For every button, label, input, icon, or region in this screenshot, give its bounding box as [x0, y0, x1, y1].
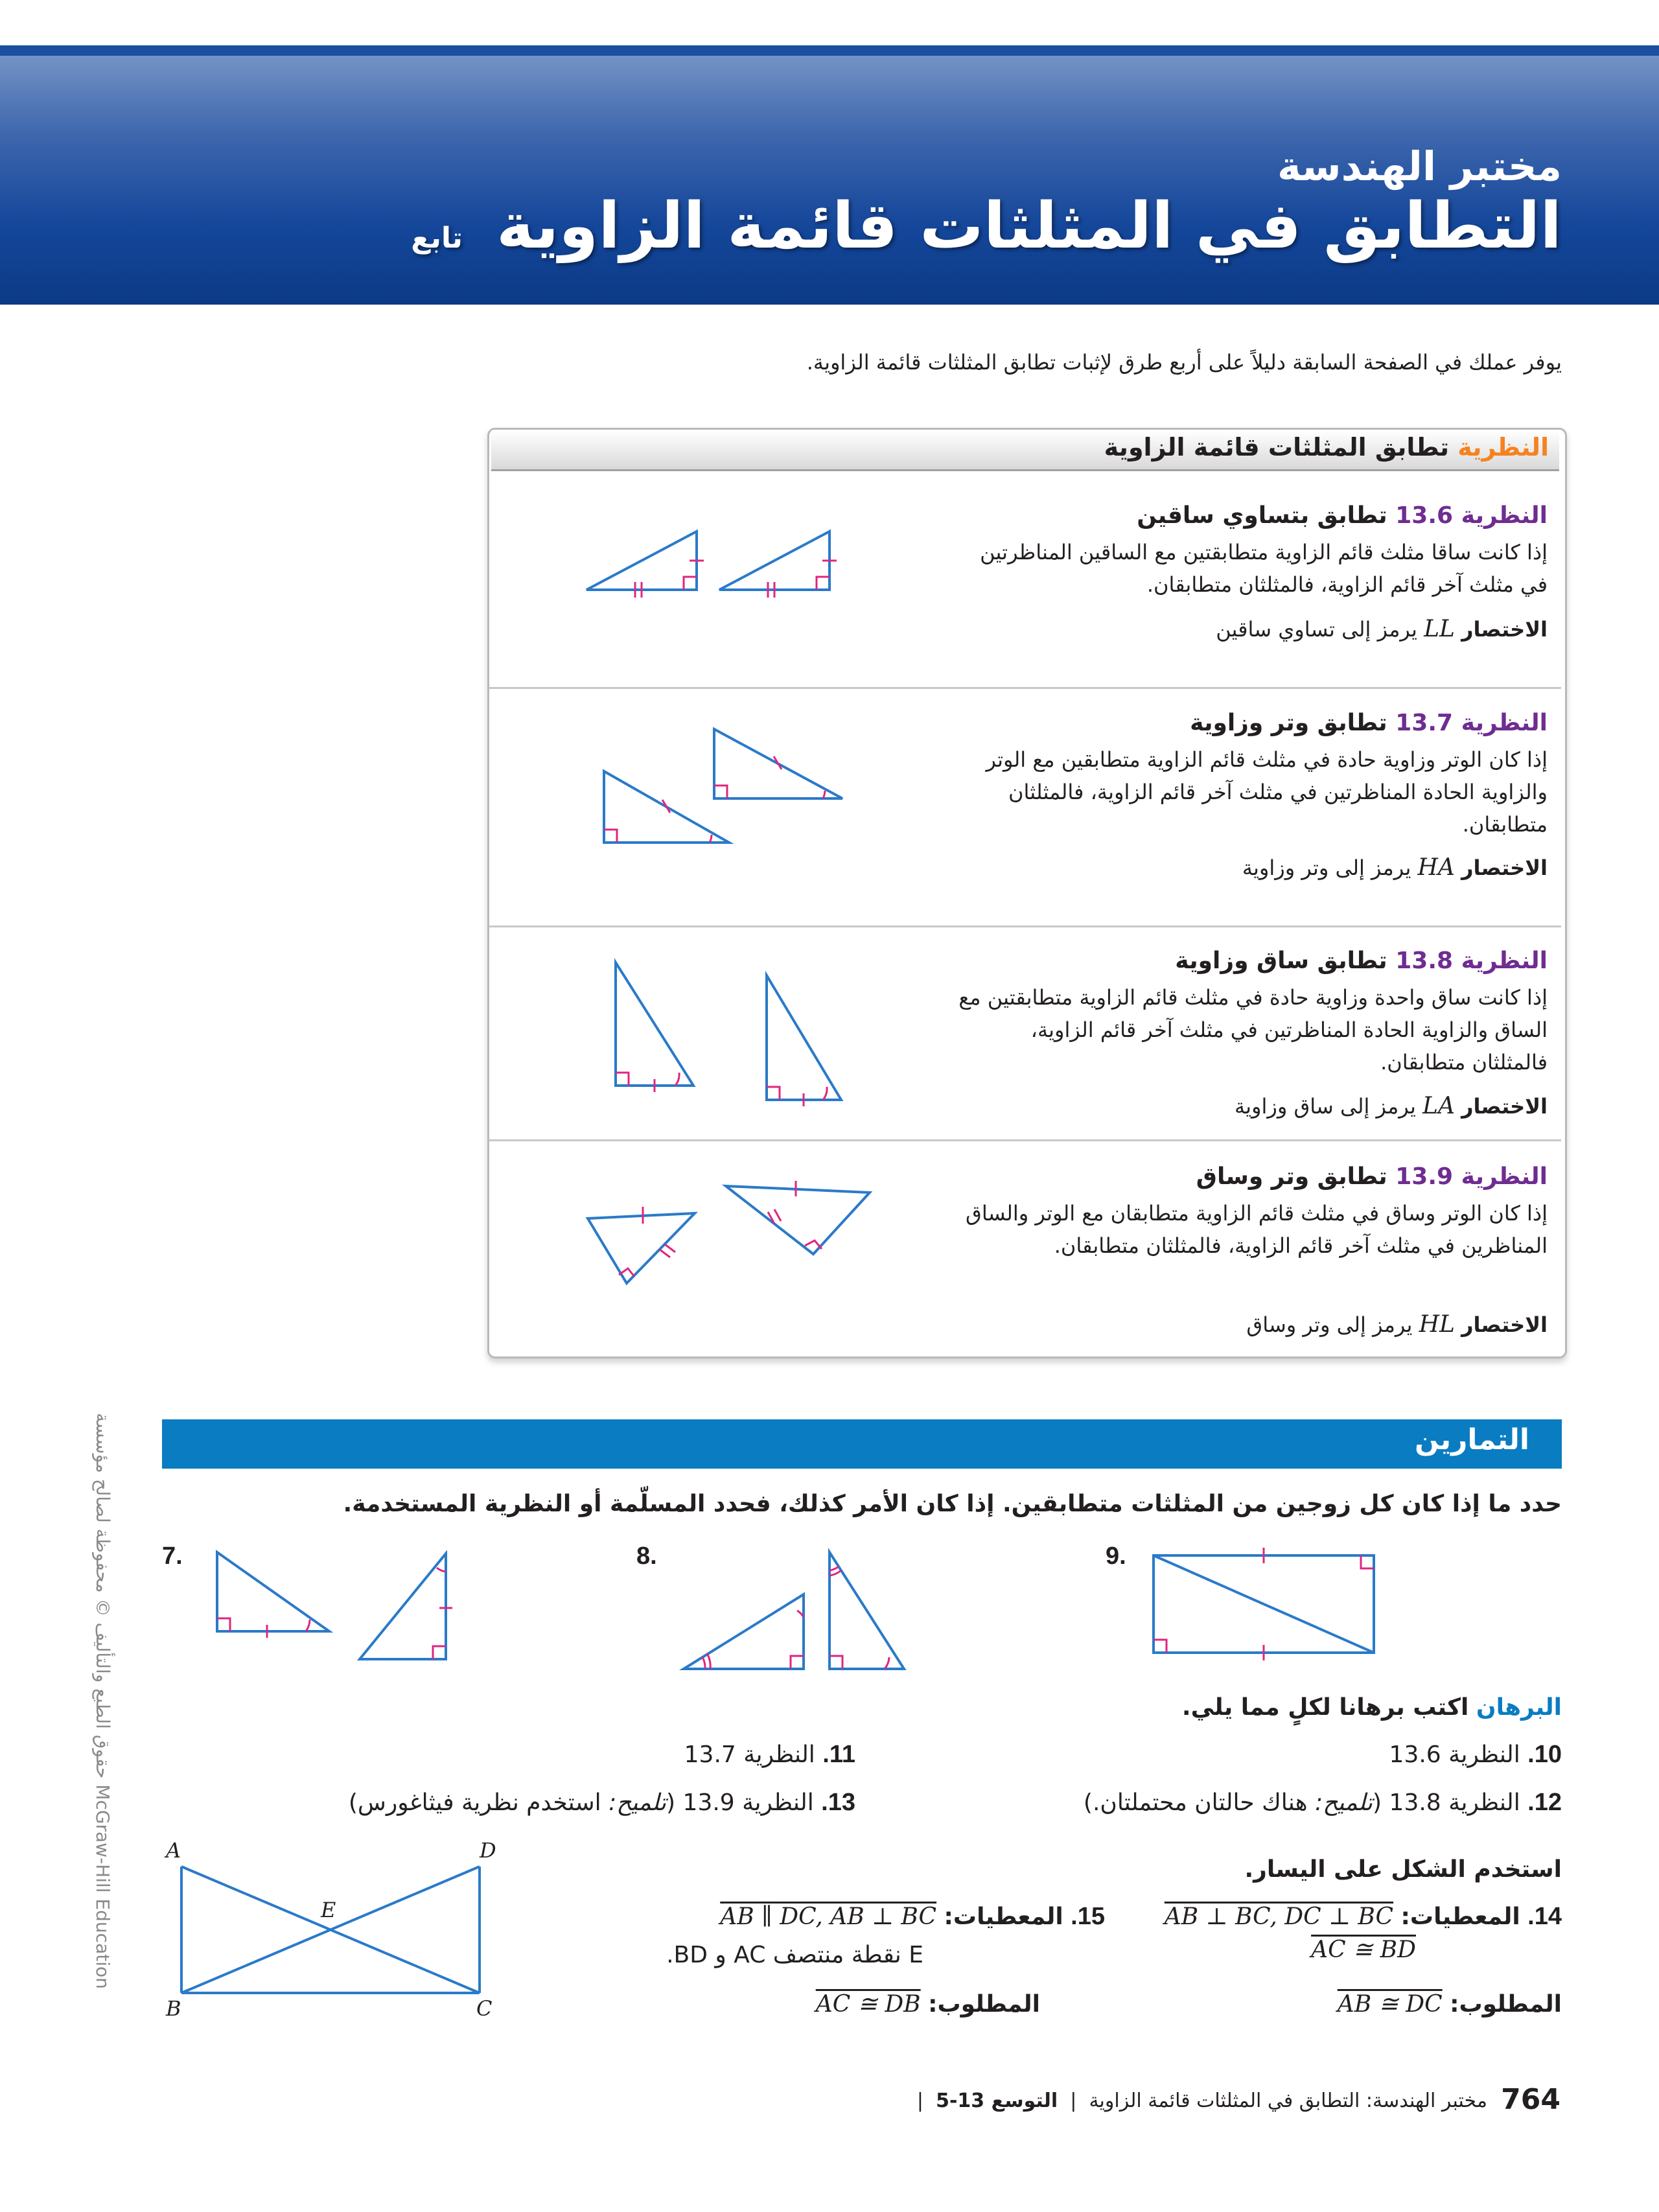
divider [489, 1139, 1561, 1141]
theorem-number: 13.7 [1395, 710, 1454, 736]
footer-extension: التوسع 13-5 [936, 2090, 1058, 2112]
right-angle-mark [767, 1087, 780, 1100]
side-copyright: حقوق الطبع والتأليف © محفوظة لصالح مؤسسة McGraw-Hill Education [92, 1413, 113, 1989]
theorem-13-7-figure [590, 719, 862, 856]
theorem-label: النظرية [1461, 502, 1548, 529]
theorem-number: 13.8 [1395, 948, 1454, 974]
theorem-13-9-body: إذا كان الوتر وساق في مثلث قائم الزاوية متطابقان مع الوتر والساق المناظرين في مثلث آخر قائم الزاوية، فالمثلثان متطابقان. [966, 1201, 1548, 1258]
exercise-15-prove [816, 1991, 1040, 2018]
angle-arc [675, 1073, 679, 1086]
angle-arc [830, 1566, 839, 1570]
exercise-text: النظرية 13.7 [684, 1741, 815, 1768]
theorem-box-heading: تطابق المثلثات قائمة الزاوية [1104, 433, 1449, 461]
use-figure-instruction: استخدم الشكل على اليسار. [1244, 1856, 1562, 1883]
right-angle-mark [616, 1073, 629, 1086]
prove-label: المطلوب: [1450, 1991, 1562, 2018]
angle-arc [437, 1568, 446, 1572]
exercise-10 [1389, 1741, 1562, 1769]
exercise-text: النظرية 13.8 [1389, 1789, 1520, 1816]
right-angle-mark [791, 1656, 804, 1669]
exercise-9-figure [1141, 1546, 1387, 1662]
theorem-13-7-body: إذا كان الوتر وزاوية حادة في مثلث قائم الزاوية متطابقين مع الوتر والزاوية الحادة المناظرتين في مثلث آخر قائم الزاوية، فالمثلثان متطابقان. [986, 747, 1548, 837]
exercise-14-prove [1338, 1991, 1562, 2018]
angle-arc [823, 1087, 827, 1100]
exercise-14-given-2 [1311, 1937, 1416, 1963]
title-text: التطابق في المثلثات قائمة الزاوية [496, 189, 1562, 263]
point-b-label: B [166, 1996, 181, 2021]
theorem-13-6-abbreviation [1216, 616, 1548, 642]
triangle [616, 962, 693, 1086]
theorem-label: النظرية [1461, 948, 1548, 974]
exercises-bar [162, 1419, 1562, 1469]
tick-mark [660, 1250, 670, 1257]
exercise-15-given [720, 1903, 1105, 1931]
footer-text: مختبر الهندسة: التطابق في المثلثات قائمة الزاوية | التوسع 13-5 | [916, 2090, 1487, 2112]
theorem-box-title [1104, 433, 1549, 461]
exercise-number: 14. [1527, 1903, 1562, 1930]
exercise-number: 11. [822, 1741, 855, 1768]
hint-text: هناك حالتان محتملتان. [1092, 1789, 1308, 1816]
divider [489, 926, 1561, 927]
right-angle-mark [830, 1656, 842, 1669]
right-angle-mark [714, 786, 727, 798]
triangle [719, 531, 830, 590]
theorem-name: تطابق ساق وزاوية [1175, 948, 1387, 974]
exercise-number: 13. [821, 1789, 855, 1816]
exercise-8-figure [674, 1546, 920, 1682]
hint-label: تلميح: [609, 1789, 667, 1816]
abbr-code: HL [1419, 1311, 1455, 1338]
theorem-13-7-abbreviation [1242, 854, 1548, 881]
page-title [411, 189, 1562, 263]
exercise-text: النظرية 13.9 [682, 1789, 814, 1816]
exercise-13: 13. النظرية 13.9 (تلميح: استخدم نظرية فيثاغورس) [348, 1789, 855, 1816]
right-angle-mark [604, 830, 617, 843]
right-angle-mark [433, 1646, 446, 1659]
exercise-11 [684, 1741, 855, 1769]
right-angle-mark [684, 577, 697, 590]
exercise-number: 12. [1527, 1789, 1562, 1816]
given-statement: AB ⊥ BC, DC ⊥ BC [1164, 1903, 1394, 1930]
exercise-number: 15. [1071, 1903, 1105, 1930]
theorem-13-8-abbreviation [1235, 1093, 1548, 1119]
exercise-instruction: حدد ما إذا كان كل زوجين من المثلثات متطابقين. إذا كان الأمر كذلك، فحدد المسلّمة أو النظرية المستخدمة. [343, 1491, 1562, 1517]
theorem-label: النظرية [1461, 710, 1548, 736]
theorem-13-6-title [1137, 502, 1548, 529]
exercise-7-figure [207, 1546, 480, 1675]
theorem-name: تطابق بتساوي ساقين [1137, 502, 1387, 529]
prove-statement: AB ≅ DC [1337, 1991, 1443, 2018]
point-c-label: C [476, 1996, 493, 2021]
abbr-desc: يرمز إلى وتر وساق [1246, 1312, 1413, 1337]
footer-section: مختبر الهندسة: التطابق في المثلثات قائمة الزاوية [1089, 2090, 1487, 2112]
prove-statement: AC ≅ DB [815, 1991, 921, 2018]
abbr-code: HA [1417, 854, 1455, 881]
triangle [588, 1213, 695, 1283]
exercise-15-given-2: E نقطة منتصف AC و BD. [666, 1942, 923, 1968]
abbr-label: الاختصار [1461, 617, 1548, 642]
angle-arc [707, 1653, 710, 1669]
angle-arc [702, 1657, 705, 1669]
theorem-label: النظرية [1461, 1163, 1548, 1190]
angle-arc [306, 1620, 310, 1631]
proof-text: اكتب برهانا لكلٍ مما يلي. [1181, 1694, 1469, 1721]
theorem-number: 13.6 [1395, 502, 1454, 529]
theorem-name: تطابق وتر وزاوية [1190, 710, 1387, 736]
exercise-9-number: 9. [1106, 1543, 1126, 1570]
diagonal [1154, 1555, 1374, 1653]
prove-label: المطلوب: [928, 1991, 1040, 2018]
point-a-label: A [166, 1838, 181, 1863]
header-top-line [0, 45, 1659, 56]
triangle [726, 1186, 870, 1254]
theorem-13-6-body: إذا كانت ساقا مثلث قائم الزاوية متطابقتين مع الساقين المناظرتين في مثلث آخر قائم الزاوية، فالمثلثان متطابقان. [980, 540, 1548, 597]
exercise-8-number: 8. [636, 1543, 657, 1570]
hint-text: استخدم نظرية فيثاغورس [357, 1789, 601, 1816]
given-statement: AB ∥ DC, AB ⊥ BC [720, 1903, 937, 1930]
theorem-13-8-body: إذا كانت ساق واحدة وزاوية حادة في مثلث قائم الزاوية متطابقتين مع الساق والزاوية الحادة المناظرتين في مثلث آخر قائم الزاوية، فالمثلثان متطابقان. [958, 985, 1548, 1075]
point-d-label: D [480, 1838, 496, 1863]
tick-mark [774, 1209, 781, 1221]
abbr-label: الاختصار [1461, 856, 1548, 880]
continued-tag: تابع [411, 222, 463, 255]
angle-arc [830, 1570, 841, 1576]
exercise-12: 12. النظرية 13.8 (تلميح: هناك حالتان محتملتان.) [1083, 1789, 1562, 1816]
exercise-14-given [1165, 1903, 1562, 1931]
theorem-13-8-figure [603, 953, 849, 1108]
hint-label: تلميح: [1315, 1789, 1373, 1816]
abbr-desc: يرمز إلى وتر وزاوية [1242, 856, 1411, 880]
abbr-label: الاختصار [1461, 1312, 1548, 1337]
tick-mark [665, 1244, 675, 1252]
given-label: المعطيات: [944, 1903, 1063, 1930]
right-angle-mark [1154, 1640, 1166, 1653]
right-angle-mark [817, 577, 830, 590]
angle-arc [885, 1657, 889, 1669]
proof-label: البرهان [1476, 1694, 1562, 1721]
given-label: المعطيات: [1400, 1903, 1520, 1930]
right-angle-mark [217, 1618, 230, 1631]
theorem-13-8-title [1175, 948, 1548, 974]
theorem-number: 13.9 [1395, 1163, 1454, 1190]
abbr-code: LA [1422, 1093, 1455, 1119]
theorem-13-9-abbreviation [1246, 1311, 1548, 1338]
triangle [830, 1552, 904, 1669]
right-angle-mark [1361, 1555, 1374, 1568]
exercise-text: النظرية 13.6 [1389, 1741, 1520, 1768]
theorem-13-9-title [1196, 1163, 1548, 1190]
divider [489, 687, 1561, 689]
triangle [360, 1554, 446, 1659]
triangle [217, 1552, 329, 1631]
abbr-desc: يرمز إلى ساق وزاوية [1234, 1094, 1416, 1119]
exercise-14-15-figure [162, 1834, 525, 2029]
given-statement: AC ≅ BD [1311, 1937, 1416, 1963]
header-subtitle: مختبر الهندسة [1277, 143, 1562, 190]
exercises-heading: التمارين [1414, 1423, 1529, 1456]
theorem-13-7-title [1190, 710, 1548, 736]
exercise-number: 10. [1527, 1741, 1562, 1768]
intro-paragraph: يوفر عملك في الصفحة السابقة دليلاً على أربع طرق لإثبات تطابق المثلثات قائمة الزاوية. [806, 350, 1562, 375]
triangle [767, 975, 841, 1100]
page-number: 764 [1501, 2083, 1560, 2116]
abbr-label: الاختصار [1461, 1094, 1548, 1119]
exercise-7-number: 7. [162, 1543, 183, 1570]
triangle [586, 531, 697, 590]
proof-heading [1182, 1694, 1562, 1721]
theorem-13-9-figure [580, 1167, 878, 1296]
theorem-13-6-figure [570, 518, 842, 609]
theorem-box-label: النظرية [1457, 433, 1549, 461]
abbr-code: LL [1424, 616, 1455, 642]
abbr-desc: يرمز إلى تساوي ساقين [1216, 617, 1417, 642]
point-e-label: E [321, 1898, 336, 1922]
theorem-name: تطابق وتر وساق [1196, 1163, 1387, 1190]
